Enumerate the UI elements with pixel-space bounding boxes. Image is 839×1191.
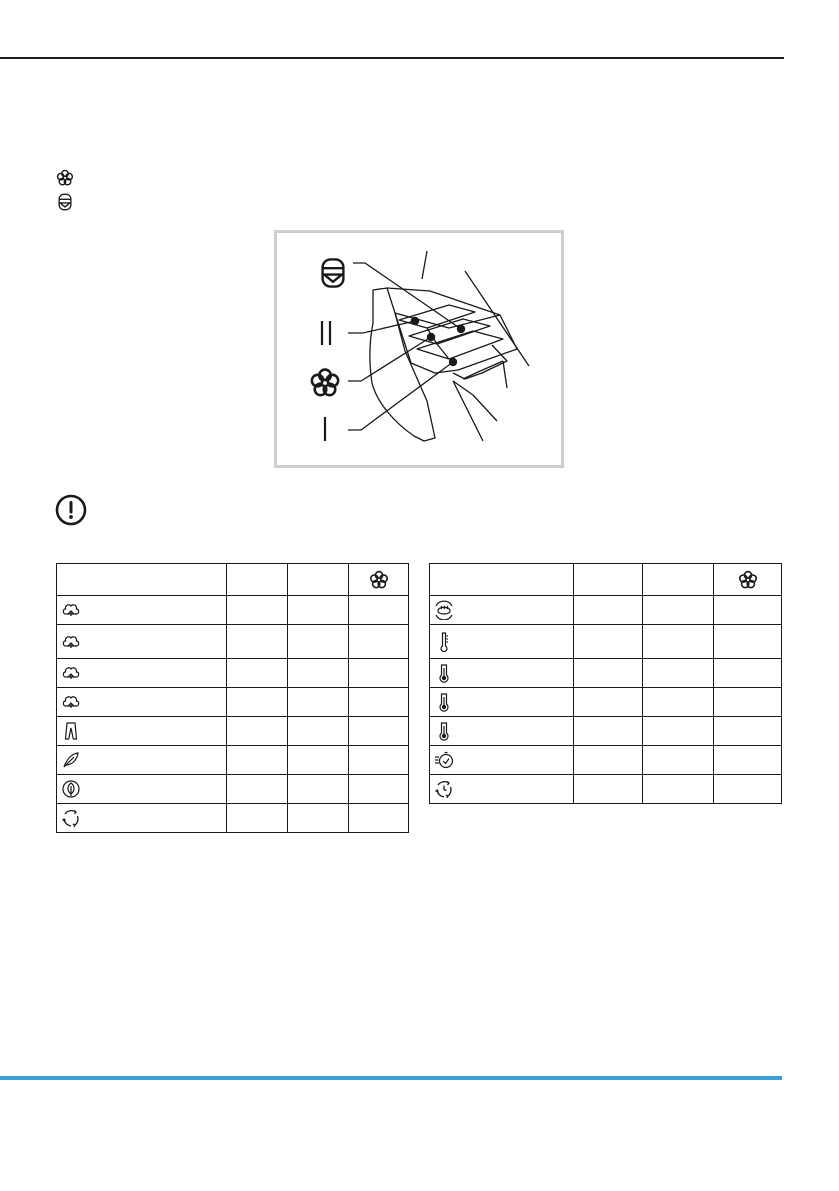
thermometer-small-icon [434, 692, 454, 712]
table-row [57, 596, 409, 625]
thermometer-small-icon [434, 721, 454, 741]
table-row [430, 625, 782, 659]
steam-hygiene-icon [434, 600, 454, 620]
thermometer-icon [434, 632, 454, 652]
cotton-icon [61, 600, 81, 620]
cotton-icon [61, 632, 81, 652]
table-row [430, 746, 782, 775]
exclamation-circle-icon [55, 494, 87, 526]
eco-leaf-icon [61, 779, 81, 799]
top-rule [0, 57, 784, 59]
flower-icon [56, 169, 74, 187]
drawer-front [370, 288, 435, 441]
time-cycle-icon [434, 779, 454, 799]
table-row [57, 688, 409, 717]
quick-timer-icon [434, 750, 454, 770]
table-row [57, 717, 409, 746]
table-header-row [430, 564, 782, 596]
rinse-cycle-icon [61, 808, 81, 828]
feather-icon [61, 750, 81, 770]
table-row [57, 746, 409, 775]
footer-accent-rule [0, 1076, 782, 1080]
table-row [57, 804, 409, 833]
table-row [430, 775, 782, 804]
flower-icon [738, 570, 758, 590]
table-row [430, 688, 782, 717]
flower-icon [312, 370, 338, 396]
trousers-icon [61, 721, 81, 741]
table-row [430, 596, 782, 625]
cotton-icon [61, 663, 81, 683]
detergent-drawer-figure [274, 230, 564, 468]
liquid-container-icon [56, 193, 74, 211]
table-row [430, 659, 782, 688]
liquid-container-icon [323, 259, 344, 286]
programme-table-right [429, 563, 782, 804]
cotton-icon [61, 692, 81, 712]
main-wash-label [322, 321, 330, 345]
thermometer-small-icon [434, 663, 454, 683]
table-row [57, 659, 409, 688]
programme-table-left [56, 563, 409, 833]
table-row [57, 775, 409, 804]
table-row [430, 717, 782, 746]
detergent-drawer-illustration [277, 233, 561, 465]
table-header-row [57, 564, 409, 596]
flower-icon [369, 570, 389, 590]
table-row [57, 625, 409, 659]
